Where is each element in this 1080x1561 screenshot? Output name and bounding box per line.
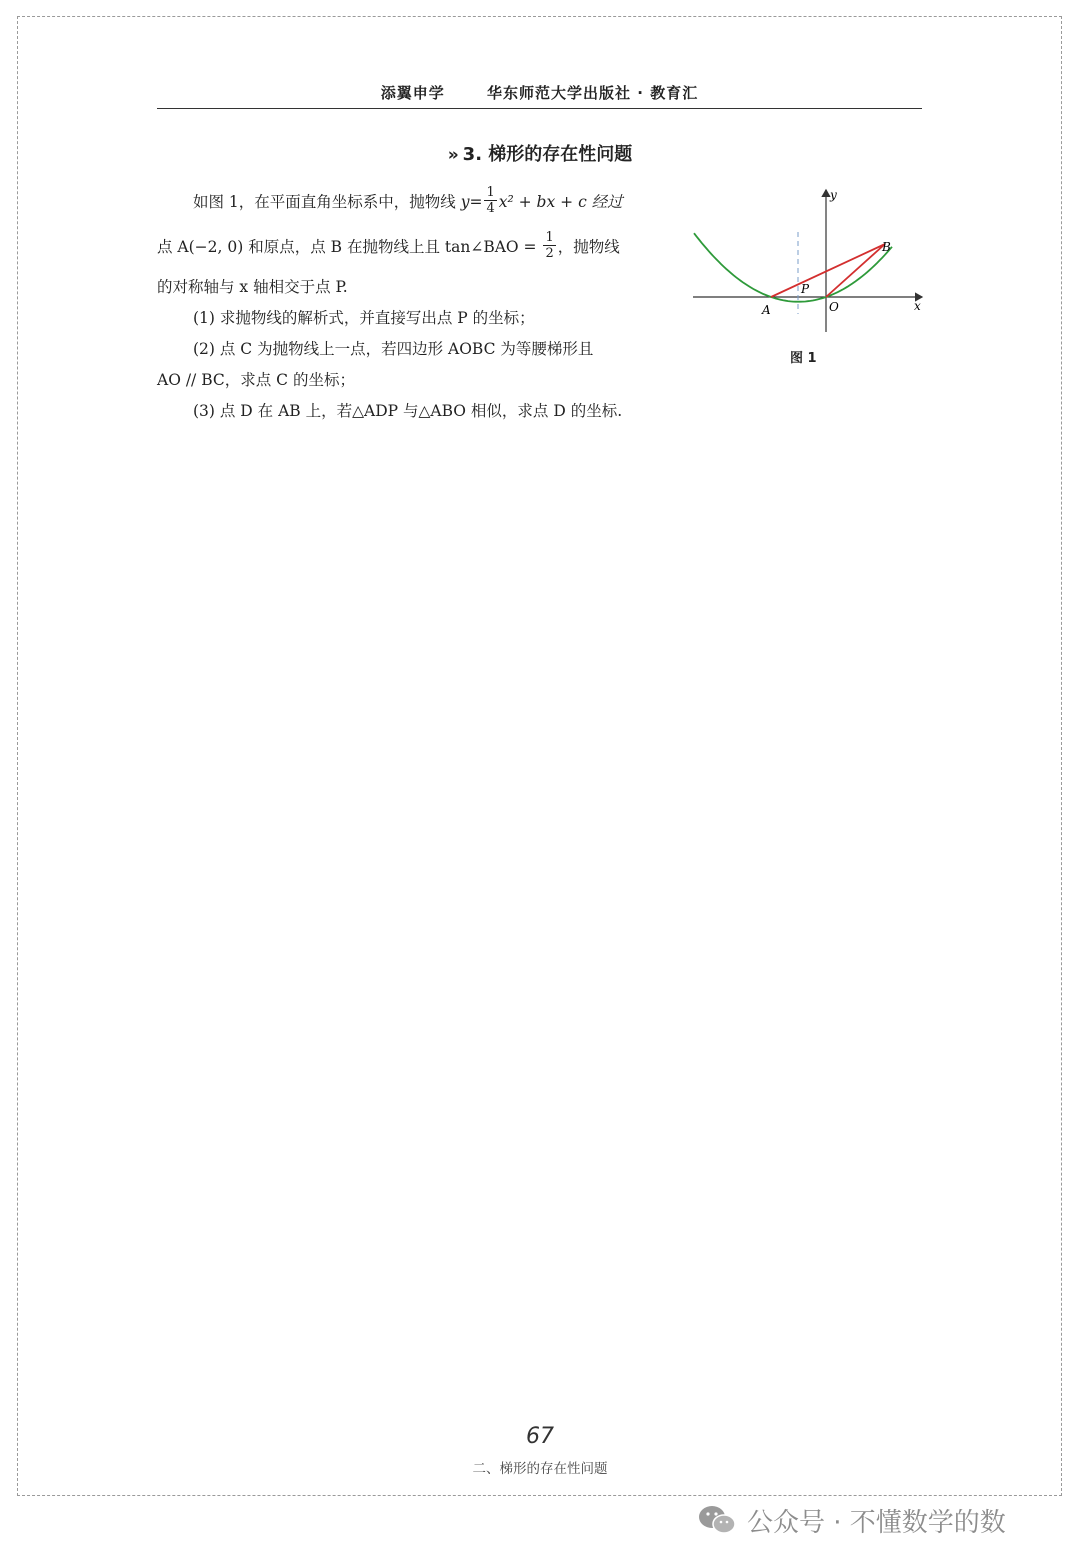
header-series: 添翼申学 xyxy=(380,84,445,102)
question-3: (3) 点 D 在 AB 上，若△ADP 与△ABO 相似，求点 D 的坐标. xyxy=(193,402,623,420)
label-x: x xyxy=(914,299,921,313)
watermark-text: 公众号 · 不懂数学的数 xyxy=(747,1507,1006,1538)
section-marker-icon: » xyxy=(447,145,459,165)
problem-line-3: 的对称轴与 x 轴相交于点 P. xyxy=(157,278,348,296)
equals-sign: = xyxy=(469,193,483,211)
label-a: A xyxy=(762,303,771,317)
problem-line-1 xyxy=(157,186,697,230)
label-o: O xyxy=(829,300,839,314)
fraction-denominator: 4 xyxy=(486,200,495,216)
question-2-part-a: (2) 点 C 为抛物线上一点，若四边形 AOBC 为等腰梯形且 xyxy=(193,340,594,358)
section-title-text: 3. 梯形的存在性问题 xyxy=(462,144,633,165)
label-b: B xyxy=(882,240,891,254)
watermark xyxy=(697,1500,1006,1540)
problem-line-1-post: x² + bx + c 经过 xyxy=(498,193,623,211)
figure-caption: 图 1 xyxy=(790,351,817,366)
fraction-numerator: 1 xyxy=(545,229,554,245)
fraction-one-half xyxy=(543,230,555,261)
page-number: 67 xyxy=(526,1424,554,1449)
figure-1-graph xyxy=(690,184,930,374)
page-header xyxy=(157,82,922,109)
header-publisher: 华东师范大学出版社 · 教育汇 xyxy=(487,84,699,102)
section-title xyxy=(0,140,1080,166)
parabola-curve xyxy=(694,233,892,302)
fraction-numerator: 1 xyxy=(486,184,495,200)
fraction-one-quarter xyxy=(484,185,496,216)
question-1: (1) 求抛物线的解析式，并直接写出点 P 的坐标； xyxy=(193,309,535,327)
label-y: y xyxy=(830,188,837,202)
fraction-denominator: 2 xyxy=(545,245,554,261)
variable-y: y xyxy=(460,193,470,211)
wechat-icon xyxy=(697,1503,737,1537)
label-p: P xyxy=(801,282,810,296)
problem-line-1-pre: 如图 1，在平面直角坐标系中，抛物线 xyxy=(193,193,461,211)
problem-text xyxy=(157,186,697,427)
question-2-part-b: AO // BC，求点 C 的坐标； xyxy=(157,371,355,389)
problem-line-2-pre: 点 A(−2, 0) 和原点，点 B 在抛物线上且 tan∠BAO = xyxy=(157,238,542,256)
problem-line-2 xyxy=(157,230,697,272)
problem-line-2-post: ，抛物线 xyxy=(557,238,620,256)
footer-chapter: 二、梯形的存在性问题 xyxy=(472,1461,608,1477)
